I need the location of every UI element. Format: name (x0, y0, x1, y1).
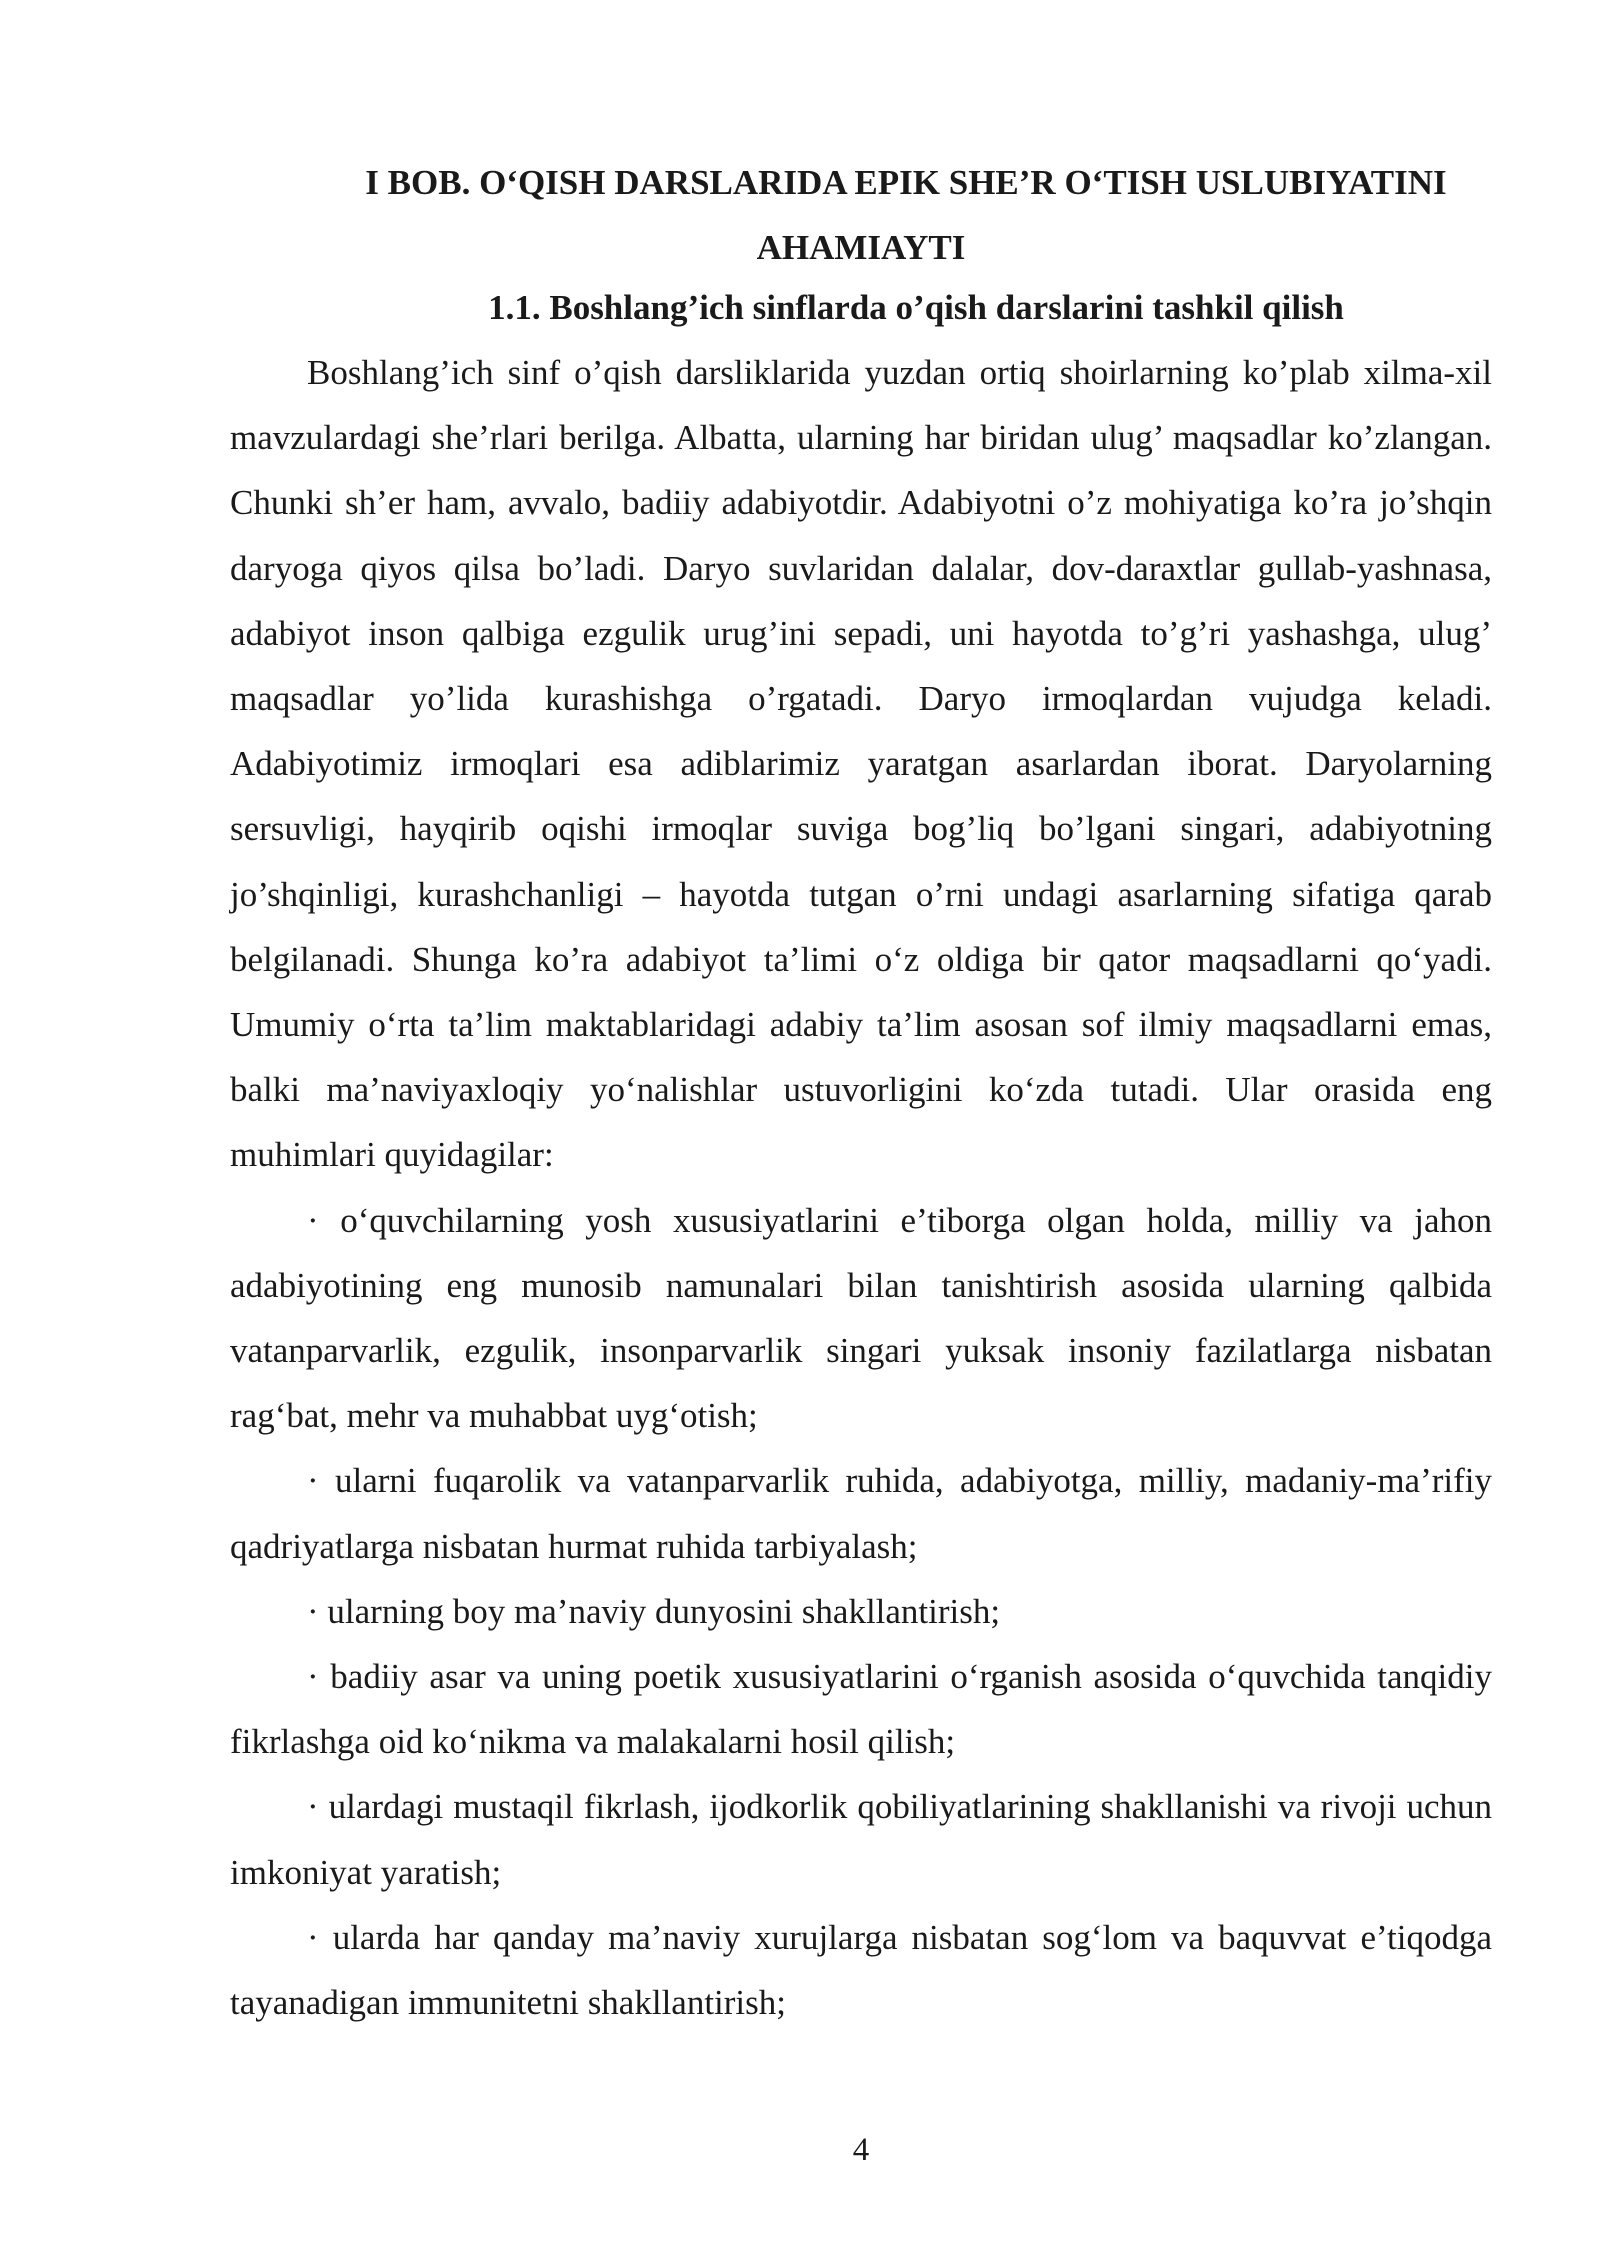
list-item-bullet-2: · ularni fuqarolik va vatanparvarlik ruhida, adabiyotga, milliy, madaniy-ma’rifiy qadriyatlarga nisbatan hurmat ruhida tarbiyalash; (230, 1461, 1492, 1566)
chapter-title-line1: I BOB. O‘QISH DARSLARIDA EPIK SHE’R O‘TISH USLUBIYATINI (365, 163, 1447, 202)
list-item-bullet-1: · o‘quvchilarning yosh xususiyatlarini e’tiborga olgan holda, milliy va jahon adabiyotining eng munosib namunalari bilan tanishtirish asosida ularning qalbida vatanparvarlik, ezgulik, insonparvarlik singari yuksak insoniy fazilatlarga nisbatan rag‘bat, mehr va muhabbat uyg‘otish; (230, 1200, 1492, 1436)
list-item-bullet-6: · ularda har qanday ma’naviy xurujlarga nisbatan sog‘lom va baquvvat e’tiqodga tayanadigan immunitetni shakllantirish; (230, 1917, 1492, 2023)
document-page (230, 0, 1492, 2262)
chapter-title-line2: AHAMIAYTI (756, 228, 966, 267)
section-title: 1.1. Boshlang’ich sinflarda o’qish darslarini tashkil qilish (488, 288, 1344, 327)
chapter-title (230, 150, 1492, 280)
list-item-bullet-4: · badiiy asar va uning poetik xususiyatlarini o‘rganish asosida o‘quvchida tanqidiy fikrlashga oid ko‘nikma va malakalarni hosil qilish; (230, 1657, 1492, 1762)
paragraph-intro: Boshlang’ich sinf o’qish darsliklarida yuzdan ortiq shoirlarning ko’plab xilma-xil mavzulardagi she’rlari berilga. Albatta, ularning har biridan ulug’ maqsadlar ko’zlangan. Chunki sh’er ham, avvalo, badiiy adabiyotdir. Adabiyotni o’z mohiyatiga ko’ra jo’shqin daryoga qiyos qilsa bo’ladi. Daryo suvlaridan dalalar, dov-daraxtlar gullab-yashnasa, adabiyot inson qalbiga ezgulik urug’ini sepadi, uni hayotda to’g’ri yashashga, ulug’ maqsadlar yo’lida kurashishga o’rgatadi. Daryo irmoqlardan vujudga keladi. Adabiyotimiz irmoqlari esa adiblarimiz yaratgan asarlardan iborat. Daryolarning sersuvligi, hayqirib oqishi irmoqlar suviga bog’liq bo’lgani singari, adabiyotning jo’shqinligi, kurashchanligi – hayotda tutgan o’rni undagi asarlarning sifatiga qarab belgilanadi. Shunga ko’ra adabiyot ta’limi o‘z oldiga bir qator maqsadlarni qo‘yadi. Umumiy o‘rta ta’lim maktablaridagi adabiy ta’lim asosan sof ilmiy maqsadlarni emas, balki ma’naviyaxloqiy yo‘nalishlar ustuvorligini ko‘zda tutadi. Ular orasida eng muhimlari quyidagilar: (230, 353, 1492, 1175)
page-number: 4 (852, 2132, 870, 2168)
body-text (230, 340, 1492, 2035)
list-item-bullet-3: · ularning boy ma’naviy dunyosini shakllantirish; (307, 1591, 1001, 1631)
list-item-bullet-5: · ulardagi mustaqil fikrlash, ijodkorlik qobiliyatlarining shakllanishi va rivoji uchun imkoniyat yaratish; (230, 1787, 1492, 1892)
